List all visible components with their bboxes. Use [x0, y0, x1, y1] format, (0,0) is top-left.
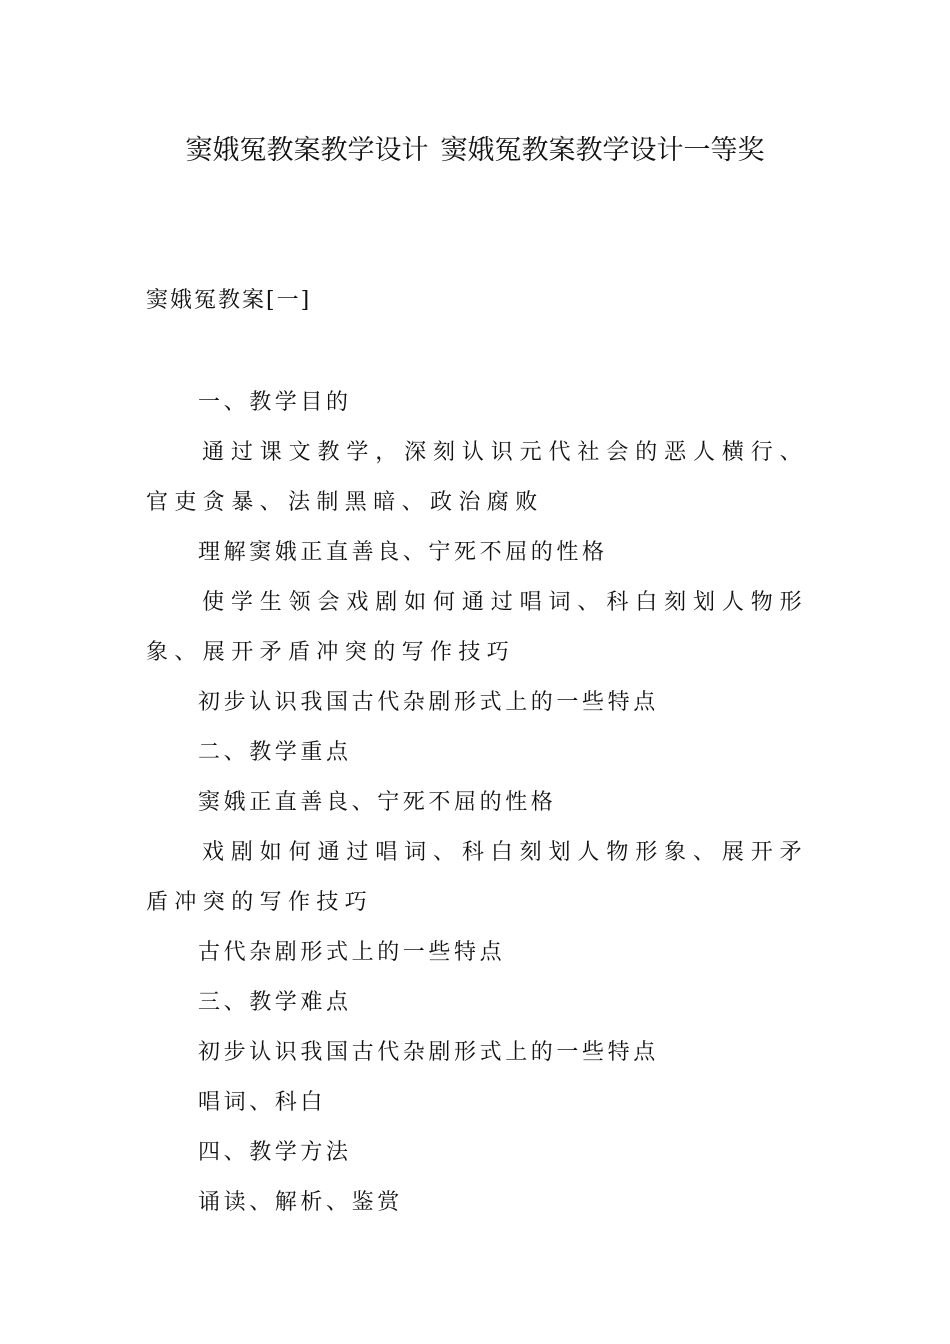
- heading-difficulties: 三、教学难点: [198, 990, 352, 1015]
- paragraph-key-point-3: 古代杂剧形式上的一些特点: [198, 940, 506, 965]
- heading-teaching-objectives: 一、教学目的: [198, 390, 352, 415]
- paragraph-objective-2: 理解窦娥正直善良、宁死不屈的性格: [198, 540, 608, 565]
- title-part-2: 窦娥冤教案教学设计一等奖: [440, 135, 765, 166]
- paragraph-difficulty-2: 唱词、科白: [198, 1090, 327, 1115]
- paragraph-key-point-1: 窦娥正直善良、宁死不屈的性格: [198, 790, 557, 815]
- paragraph-method-1: 诵读、解析、鉴赏: [198, 1190, 403, 1215]
- paragraph-objective-4: 初步认识我国古代杂剧形式上的一些特点: [198, 690, 659, 715]
- heading-key-points: 二、教学重点: [198, 740, 352, 765]
- document-title: [0, 131, 950, 171]
- paragraph-objective-1: 通过课文教学，深刻认识元代社会的恶人横行、官吏贪暴、法制黑暗、政治腐败: [146, 440, 808, 515]
- paragraph-difficulty-1: 初步认识我国古代杂剧形式上的一些特点: [198, 1040, 659, 1065]
- paragraph-objective-3: 使学生领会戏剧如何通过唱词、科白刻划人物形象、展开矛盾冲突的写作技巧: [146, 590, 808, 665]
- title-part-1: 窦娥冤教案教学设计: [185, 135, 429, 166]
- document-body: [146, 378, 808, 1228]
- section-heading: 窦娥冤教案[一]: [146, 288, 312, 313]
- heading-teaching-methods: 四、教学方法: [198, 1140, 352, 1165]
- paragraph-key-point-2: 戏剧如何通过唱词、科白刻划人物形象、展开矛盾冲突的写作技巧: [146, 840, 808, 915]
